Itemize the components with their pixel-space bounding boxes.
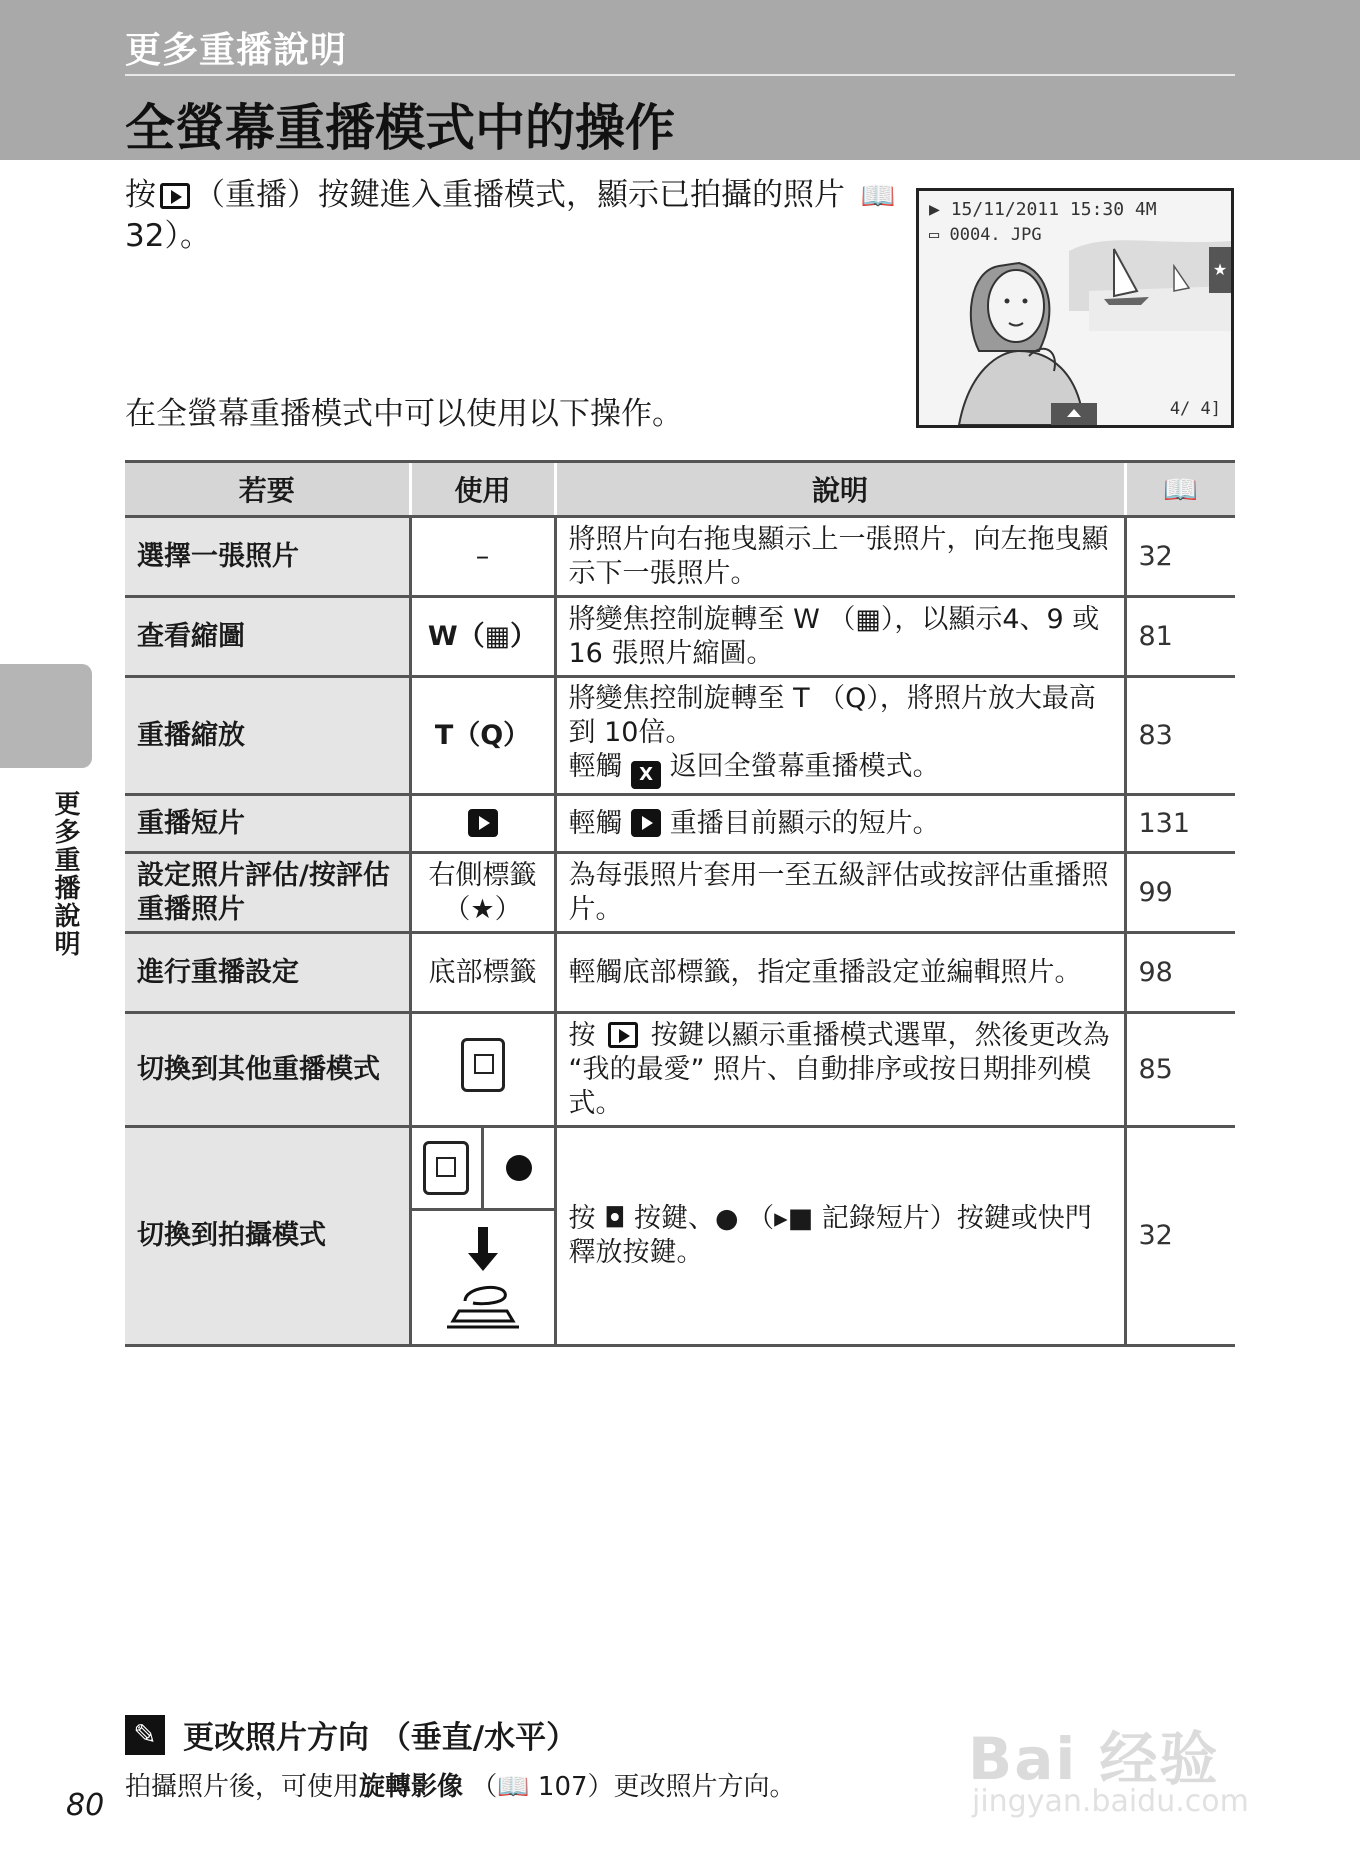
section-title: 更多重播說明 [125, 30, 348, 71]
shutter-press-icon [443, 1223, 523, 1333]
row-use [410, 795, 555, 853]
table-row [125, 1013, 1235, 1127]
row-page: 81 [1125, 597, 1235, 677]
row-page: 98 [1125, 933, 1235, 1013]
row-description: 將變焦控制旋轉至 W （▦），以顯示4、9 或 16 張照片縮圖。 [555, 597, 1125, 677]
table-row [125, 517, 1235, 597]
record-button-icon [506, 1155, 532, 1181]
row-description: 按 按鍵以顯示重播模式選單，然後更改為 “我的最愛” 照片、自動排序或按日期排列模式。 [555, 1013, 1125, 1127]
row-task: 進行重播設定 [125, 933, 410, 1013]
row-use: – [410, 517, 555, 597]
row-description: 按 ◘ 按鍵、● （▸■ 記錄短片）按鍵或快門釋放按鍵。 [555, 1127, 1125, 1346]
note-title: 更改照片方向 （垂直/水平） [183, 1720, 578, 1756]
screen-frame-count: 4/ 4] [1169, 399, 1221, 419]
rotate-image-term: 旋轉影像 [359, 1772, 464, 1802]
intro-paragraph [125, 175, 905, 256]
page-number: 80 [66, 1788, 105, 1823]
movie-play-icon [631, 809, 661, 837]
intro-line-2: 在全螢幕重播模式中可以使用以下操作。 [125, 396, 683, 432]
intro-text-b: （重播）按鍵進入重播模式，顯示已拍攝的照片 [194, 177, 845, 213]
row-task: 查看縮圖 [125, 597, 410, 677]
table-row [125, 1127, 1235, 1346]
row-use: 右側標籤（★） [410, 853, 555, 933]
screen-date: ▶ 15/11/2011 15:30 4M [929, 199, 1157, 220]
row-use: W（▦） [410, 597, 555, 677]
header-task: 若要 [125, 462, 410, 517]
table-header-row [125, 462, 1235, 517]
row-page: 85 [1125, 1013, 1235, 1127]
movie-play-icon [468, 809, 498, 837]
playback-button-icon [461, 1038, 505, 1092]
row-description: 將變焦控制旋轉至 T （Q），將照片放大最高到 10倍。 輕觸 X 返回全螢幕重播模式。 [555, 677, 1125, 795]
page-header [0, 0, 1360, 160]
intro-text-a: 按 [125, 177, 156, 213]
row-page: 83 [1125, 677, 1235, 795]
row-page: 131 [1125, 795, 1235, 853]
header-page-ref: 📖 [1125, 462, 1235, 517]
row-use: 底部標籤 [410, 933, 555, 1013]
chapter-side-label: 更多重播說明 [50, 790, 80, 958]
row-description: 將照片向右拖曳顯示上一張照片，向左拖曳顯示下一張照片。 [555, 517, 1125, 597]
baidu-watermark: Bai 经验 jingyan.baidu.com [968, 1725, 1249, 1819]
page-title: 全螢幕重播模式中的操作 [125, 99, 675, 157]
note-body: 拍攝照片後，可使用旋轉影像 （📖 107）更改照片方向。 [125, 1772, 796, 1802]
image-size-badge: 4M [1134, 199, 1157, 220]
row-task: 重播短片 [125, 795, 410, 853]
row-task: 選擇一張照片 [125, 517, 410, 597]
header-divider [125, 74, 1235, 76]
bottom-tab[interactable] [1051, 403, 1097, 425]
row-use [410, 1127, 555, 1346]
header-description: 說明 [555, 462, 1125, 517]
row-task: 切換到拍攝模式 [125, 1127, 410, 1346]
rating-side-tab[interactable]: ★ [1209, 247, 1231, 293]
intro-ref: 32）。 [125, 218, 211, 254]
table-row [125, 933, 1235, 1013]
header-use: 使用 [410, 462, 555, 517]
playback-button-icon [608, 1022, 638, 1048]
close-x-icon: X [631, 761, 661, 789]
row-task: 設定照片評估/按評估重播照片 [125, 853, 410, 933]
row-description: 為每張照片套用一至五級評估或按評估重播照片。 [555, 853, 1125, 933]
operations-table [125, 460, 1235, 1347]
row-description: 輕觸 重播目前顯示的短片。 [555, 795, 1125, 853]
row-page: 32 [1125, 1127, 1235, 1346]
row-task: 重播縮放 [125, 677, 410, 795]
camera-button-icon [423, 1141, 469, 1195]
pencil-note-icon: ✎ [125, 1715, 165, 1755]
table-row [125, 597, 1235, 677]
row-use [410, 1013, 555, 1127]
table-row [125, 677, 1235, 795]
row-page: 32 [1125, 517, 1235, 597]
book-reference-icon: 📖 [860, 179, 896, 212]
camera-screen-illustration [916, 188, 1234, 428]
row-task: 切換到其他重播模式 [125, 1013, 410, 1127]
table-row [125, 795, 1235, 853]
row-description: 輕觸底部標籤，指定重播設定並編輯照片。 [555, 933, 1125, 1013]
playback-button-icon [160, 183, 190, 209]
screen-filename: ▭ 0004. JPG [929, 225, 1042, 245]
chapter-side-tab [0, 664, 92, 768]
table-row [125, 853, 1235, 933]
row-page: 99 [1125, 853, 1235, 933]
row-use: T（Q） [410, 677, 555, 795]
note-heading [125, 1712, 577, 1757]
